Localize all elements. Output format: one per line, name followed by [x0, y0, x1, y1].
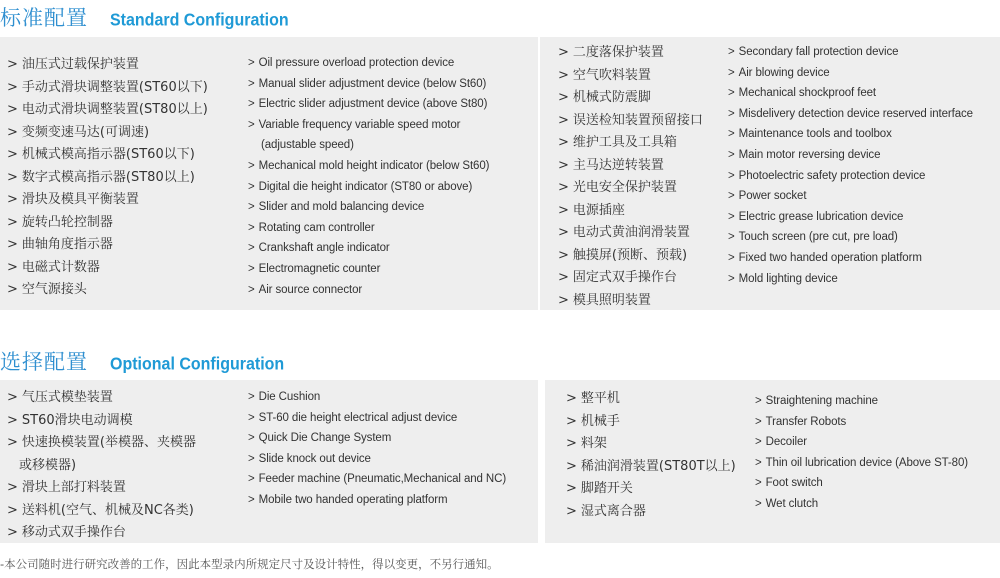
list-item-text: 稀油润滑装置(ST80T以上)	[580, 458, 736, 474]
bullet-arrow: >	[558, 67, 569, 83]
list-item	[7, 122, 208, 145]
list-item	[558, 290, 703, 313]
list-item-text: 电磁式计数器	[21, 259, 100, 275]
list-item-text: 快速换模装置(举模器、夹模器	[21, 435, 196, 450]
list-item	[7, 234, 208, 257]
list-item-text: Mechanical mold height indicator (below St60)	[258, 159, 490, 172]
list-item-text: 机械式防震脚	[572, 90, 651, 105]
standard-title-en: Standard Configuration	[110, 11, 289, 30]
bullet-arrow: >	[7, 79, 18, 95]
list-item-text: 电动式滑块调整装置(ST80以上)	[21, 102, 208, 117]
bullet-arrow: >	[7, 525, 18, 540]
list-item-text: Thin oil lubrication device (Above ST-80)	[765, 456, 968, 469]
list-item-text: Transfer Robots	[765, 415, 847, 428]
list-item-text: Variable frequency variable speed motor	[258, 118, 461, 131]
list-item-text: Mobile two handed operating platform	[258, 493, 448, 506]
list-item	[248, 218, 489, 239]
list-item	[248, 408, 506, 429]
list-item-text: Wet clutch	[765, 497, 819, 510]
list-item-text: Die Cushion	[258, 391, 321, 403]
list-item-text: 机械手	[580, 413, 620, 429]
list-item	[755, 473, 968, 494]
bullet-arrow: >	[7, 214, 18, 230]
list-item-text: Air blowing device	[738, 66, 830, 79]
list-item	[248, 259, 489, 280]
list-item-text: 空气源接头	[21, 282, 87, 297]
list-item	[248, 387, 506, 408]
bullet-arrow: >	[7, 480, 18, 495]
list-item	[755, 391, 968, 412]
list-item	[248, 428, 506, 449]
list-item	[7, 77, 208, 100]
bullet-arrow: >	[7, 147, 18, 162]
list-item-text: 气压式模垫装置	[21, 390, 113, 405]
optional-title-en: Optional Configuration	[110, 355, 285, 374]
bullet-arrow: >	[7, 502, 18, 518]
bullet-arrow: >	[7, 237, 18, 252]
bullet-arrow: >	[248, 493, 255, 506]
list-item	[7, 477, 196, 500]
list-item	[728, 207, 973, 228]
list-item	[558, 65, 703, 88]
list-item-text: Crankshaft angle indicator	[258, 242, 390, 255]
list-item-text: Secondary fall protection device	[738, 46, 899, 58]
list-item-text: Feeder machine (Pneumatic,Mechanical and NC)	[258, 473, 507, 486]
list-item-text: Photoelectric safety protection device	[738, 169, 926, 182]
standard-left-en-list	[248, 53, 489, 300]
list-item	[7, 212, 208, 235]
list-item-text: Air source connector	[258, 283, 363, 296]
list-item	[248, 94, 489, 115]
optional-right-en-list	[755, 391, 968, 515]
list-item	[566, 501, 736, 524]
list-item	[566, 388, 736, 411]
list-item-text: 或移模器)	[19, 457, 77, 473]
list-item-text: Mechanical shockproof feet	[738, 87, 877, 100]
list-item-text: Mold lighting device	[738, 272, 838, 285]
list-item	[248, 197, 489, 218]
bullet-arrow: >	[7, 57, 18, 72]
bullet-arrow: >	[248, 118, 255, 131]
bullet-arrow: >	[566, 458, 577, 474]
list-item	[248, 238, 489, 259]
bullet-arrow: >	[558, 292, 569, 308]
list-item-text: Foot switch	[765, 477, 823, 490]
list-item-text: 电源插座	[572, 202, 625, 218]
list-item-text: Rotating cam controller	[258, 221, 375, 234]
bullet-arrow: >	[755, 415, 762, 428]
list-item	[248, 135, 489, 156]
standard-title-zh: 标准配置	[0, 6, 88, 30]
bullet-arrow: >	[728, 87, 735, 100]
bullet-arrow: >	[728, 46, 735, 58]
standard-right-en-list	[728, 42, 973, 289]
bullet-arrow: >	[558, 270, 569, 285]
list-item	[728, 83, 973, 104]
bullet-arrow: >	[248, 201, 255, 214]
list-item	[755, 453, 968, 474]
list-item-text: 脚踏开关	[580, 481, 633, 496]
list-item-text: (adjustable speed)	[261, 139, 354, 152]
list-item	[7, 189, 208, 212]
list-item	[558, 222, 703, 245]
list-item-text: Electric grease lubrication device	[738, 210, 904, 223]
bullet-arrow: >	[7, 390, 18, 405]
list-item	[248, 469, 506, 490]
list-item-text: 料架	[580, 436, 607, 451]
list-item-text: Straightening machine	[765, 395, 878, 407]
bullet-arrow: >	[248, 391, 255, 403]
bullet-arrow: >	[248, 57, 255, 69]
bullet-arrow: >	[728, 210, 735, 223]
list-item-text: Touch screen (pre cut, pre load)	[738, 231, 898, 244]
bullet-arrow: >	[558, 112, 569, 128]
list-item	[7, 144, 208, 167]
bullet-arrow: >	[755, 497, 762, 510]
bullet-arrow: >	[755, 436, 762, 449]
list-item-text: ST-60 die height electrical adjust device	[258, 411, 458, 424]
bullet-arrow: >	[7, 169, 18, 185]
list-item	[566, 433, 736, 456]
list-item	[728, 104, 973, 125]
list-item-text: Electromagnetic counter	[258, 262, 381, 275]
list-item-text: 送料机(空气、机械及NC各类)	[21, 502, 194, 518]
list-item	[728, 42, 973, 63]
optional-title-zh: 选择配置	[0, 350, 88, 374]
bullet-arrow: >	[248, 242, 255, 255]
list-item	[558, 155, 703, 178]
list-item	[7, 522, 196, 545]
bullet-arrow: >	[728, 231, 735, 244]
bullet-arrow: >	[755, 477, 762, 490]
bullet-arrow: >	[248, 473, 255, 486]
list-item	[728, 269, 973, 290]
bullet-arrow: >	[558, 90, 569, 105]
list-item	[7, 432, 196, 455]
bullet-arrow: >	[755, 395, 762, 407]
bullet-arrow: >	[558, 45, 569, 60]
bullet-arrow: >	[566, 391, 577, 406]
list-item	[728, 186, 973, 207]
bullet-arrow: >	[248, 432, 255, 445]
list-item-text: Quick Die Change System	[258, 432, 392, 445]
list-item-text: 触摸屏(预断、预载)	[572, 247, 688, 263]
list-item	[728, 248, 973, 269]
bullet-arrow: >	[7, 124, 18, 140]
footnote: -本公司随时进行研究改善的工作，因此本型录内所规定尺寸及设计特性，得以变更，不另行通知。	[0, 557, 499, 571]
bullet-arrow: >	[7, 412, 18, 428]
bullet-arrow: >	[248, 180, 255, 193]
list-item-text: 二度落保护装置	[572, 45, 664, 60]
bullet-arrow: >	[558, 157, 569, 173]
bullet-arrow: >	[566, 481, 577, 496]
bullet-arrow: >	[728, 251, 735, 264]
list-item-text: 湿式离合器	[580, 503, 646, 519]
bullet-arrow: >	[558, 225, 569, 240]
list-item	[566, 456, 736, 479]
bullet-arrow: >	[558, 247, 569, 263]
list-item-text: Electric slider adjustment device (above St80)	[258, 98, 488, 111]
list-item	[566, 478, 736, 501]
optional-right-zh-list	[566, 388, 736, 523]
list-item-text: 空气吹料装置	[572, 67, 651, 83]
list-item-text: 变频变速马达(可调速)	[21, 124, 150, 140]
list-item	[728, 63, 973, 84]
list-item-text: Slide knock out device	[258, 452, 371, 465]
list-item-text: 模具照明装置	[572, 292, 651, 308]
list-item	[7, 387, 196, 410]
list-item-text: Maintenance tools and toolbox	[738, 128, 892, 141]
list-item-text: 电动式黄油润滑装置	[572, 225, 690, 240]
list-item-text: 滑块上部打料装置	[21, 480, 126, 495]
bullet-arrow: >	[566, 503, 577, 519]
list-item	[7, 99, 208, 122]
list-item-text: 滑块及模具平衡装置	[21, 192, 139, 207]
list-item-text: Power socket	[738, 190, 807, 203]
bullet-arrow: >	[728, 169, 735, 182]
list-item-text: 光电安全保护装置	[572, 180, 677, 195]
list-item	[248, 53, 489, 74]
list-item	[728, 166, 973, 187]
list-item	[558, 132, 703, 155]
list-item-text: 整平机	[580, 391, 620, 406]
bullet-arrow: >	[248, 77, 255, 90]
list-item	[7, 455, 196, 478]
list-item-text: 固定式双手操作台	[572, 270, 677, 285]
list-item-text: Decoiler	[765, 436, 808, 449]
list-item	[7, 410, 196, 433]
list-item-text: ST60滑块电动调模	[21, 412, 133, 428]
bullet-arrow: >	[728, 66, 735, 79]
list-item-text: 油压式过载保护装置	[21, 57, 139, 72]
list-item	[7, 500, 196, 523]
list-item	[248, 115, 489, 136]
bullet-arrow: >	[728, 107, 735, 120]
list-item	[558, 267, 703, 290]
list-item	[558, 42, 703, 65]
list-item	[728, 227, 973, 248]
list-item	[558, 177, 703, 200]
list-item-text: 手动式滑块调整装置(ST60以下)	[21, 79, 208, 95]
list-item-text: Digital die height indicator (ST80 or above)	[258, 180, 473, 193]
list-item-text: 数字式模高指示器(ST80以上)	[21, 169, 195, 185]
optional-config-heading	[0, 346, 284, 376]
list-item	[248, 449, 506, 470]
list-item	[558, 200, 703, 223]
bullet-arrow: >	[248, 262, 255, 275]
list-item	[755, 494, 968, 515]
bullet-arrow: >	[558, 180, 569, 195]
bullet-arrow: >	[248, 452, 255, 465]
list-item-text: 移动式双手操作台	[21, 525, 126, 540]
list-item	[248, 156, 489, 177]
standard-left-zh-list	[7, 54, 208, 302]
list-item-text: 维护工具及工具箱	[572, 135, 677, 150]
bullet-arrow: >	[7, 192, 18, 207]
list-item	[248, 280, 489, 301]
bullet-arrow: >	[7, 435, 18, 450]
list-item-text: 主马达逆转装置	[572, 157, 664, 173]
optional-left-zh-list	[7, 387, 196, 545]
list-item	[7, 257, 208, 280]
bullet-arrow: >	[7, 282, 18, 297]
standard-right-zh-list	[558, 42, 703, 312]
list-item	[558, 110, 703, 133]
bullet-arrow: >	[558, 135, 569, 150]
list-item-text: 机械式模高指示器(ST60以下)	[21, 147, 195, 162]
bullet-arrow: >	[248, 98, 255, 111]
bullet-arrow: >	[558, 202, 569, 218]
bullet-arrow: >	[728, 128, 735, 141]
list-item-text: Oil pressure overload protection device	[258, 57, 455, 69]
bullet-arrow: >	[566, 436, 577, 451]
list-item	[728, 145, 973, 166]
list-item-text: Manual slider adjustment device (below St60)	[258, 77, 487, 90]
list-item	[558, 245, 703, 268]
list-item	[728, 124, 973, 145]
list-item-text: Fixed two handed operation platform	[738, 251, 922, 264]
bullet-arrow: >	[755, 456, 762, 469]
bullet-arrow: >	[248, 221, 255, 234]
bullet-arrow: >	[728, 190, 735, 203]
list-item	[248, 490, 506, 511]
bullet-arrow: >	[728, 148, 735, 161]
optional-left-en-list	[248, 387, 506, 511]
bullet-arrow: >	[728, 272, 735, 285]
list-item	[755, 432, 968, 453]
list-item-text: 旋转凸轮控制器	[21, 214, 113, 230]
list-item	[7, 54, 208, 77]
list-item-text: 曲轴角度指示器	[21, 237, 113, 252]
list-item	[755, 412, 968, 433]
bullet-arrow: >	[248, 283, 255, 296]
bullet-arrow: >	[7, 259, 18, 275]
list-item	[248, 74, 489, 95]
list-item-text: Slider and mold balancing device	[258, 201, 425, 214]
list-item-text: Main motor reversing device	[738, 148, 881, 161]
list-item	[566, 411, 736, 434]
bullet-arrow: >	[7, 102, 18, 117]
bullet-arrow: >	[248, 159, 255, 172]
list-item-text: 误送检知装置预留接口	[572, 112, 703, 128]
list-item	[7, 167, 208, 190]
list-item	[558, 87, 703, 110]
list-item	[7, 279, 208, 302]
bullet-arrow: >	[566, 413, 577, 429]
bullet-arrow: >	[248, 411, 255, 424]
list-item	[248, 177, 489, 198]
standard-config-heading	[0, 2, 289, 32]
list-item-text: Misdelivery detection device reserved interface	[738, 107, 973, 120]
